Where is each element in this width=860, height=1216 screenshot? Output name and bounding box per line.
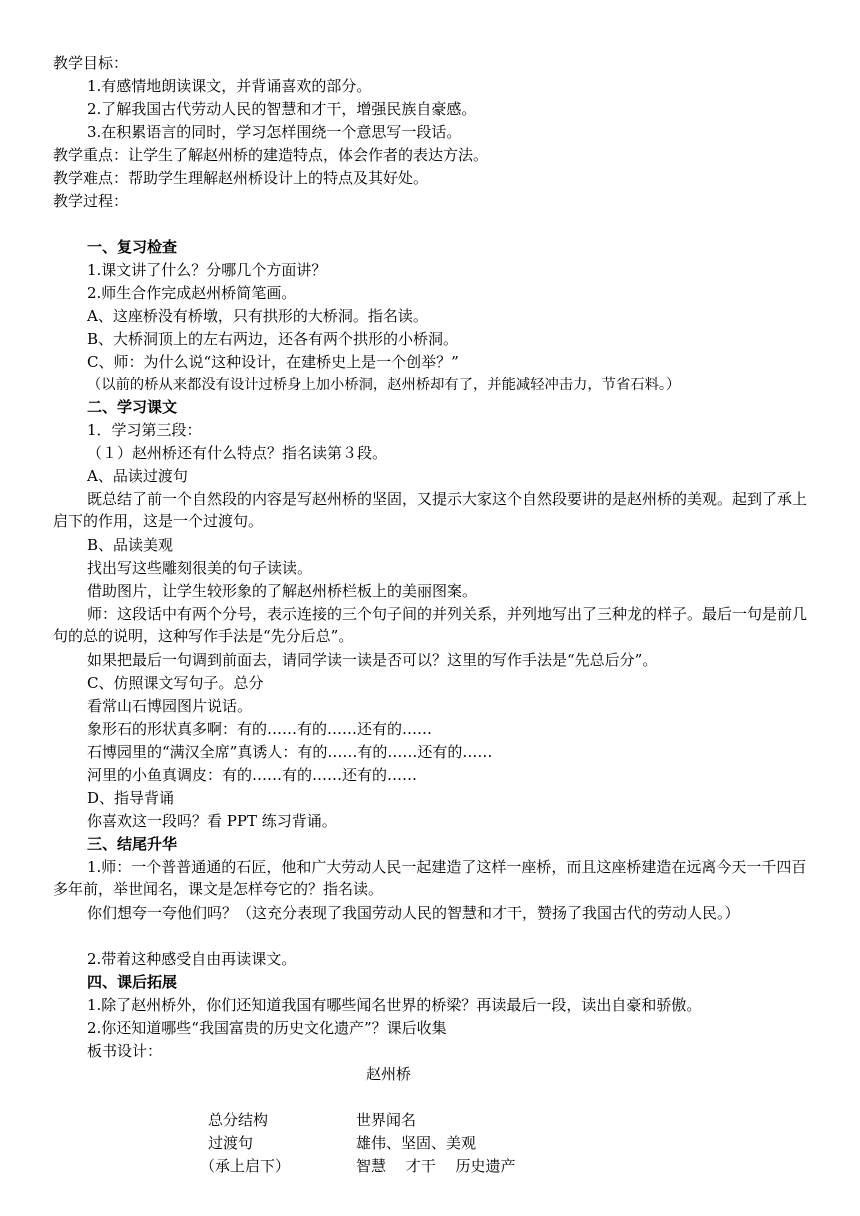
s1-line-4: B、大桥洞顶上的左右两边，还各有两个拱形的小桥洞。 xyxy=(87,330,459,348)
s2-c-line-3: 石博园里的“满汉全席”真诱人：有的……有的……还有的…… xyxy=(87,743,493,761)
s3-paragraph-2: 你们想夸一夸他们吗？（这充分表现了我国劳动人民的智慧和才干，赞扬了我国古代的劳动人民。） xyxy=(87,904,740,922)
difficulty: 教学难点：帮助学生理解赵州桥设计上的特点及其好处。 xyxy=(53,169,429,187)
s2-b-line-1: 找出写这些雕刻很美的句子读读。 xyxy=(87,559,313,577)
s1-line-3: A、这座桥没有桥墩，只有拱形的大桥洞。指名读。 xyxy=(87,307,428,325)
s2-c-line-1: 看常山石博园图片说话。 xyxy=(87,697,253,715)
board-right-2: 雄伟、坚固、美观 xyxy=(356,1134,477,1152)
s2-c-line-4: 河里的小鱼真调皮：有的……有的……还有的…… xyxy=(87,766,418,784)
board-left-3: （承上启下） xyxy=(200,1157,291,1175)
key-point: 教学重点：让学生了解赵州桥的建造特点，体会作者的表达方法。 xyxy=(53,146,489,164)
s2-d-title: D、指导背诵 xyxy=(87,789,175,807)
objective-2: 2.了解我国古代劳动人民的智慧和才干，增强民族自豪感。 xyxy=(87,100,477,118)
s2-b-line-2: 借助图片，让学生较形象的了解赵州桥栏板上的美丽图案。 xyxy=(87,582,478,600)
objectives-title: 教学目标： xyxy=(53,54,129,72)
s2-a-paragraph: 既总结了前一个自然段的内容是写赵州桥的坚固，又提示大家这个自然段要讲的是赵州桥的美观。起到了承上启下的作用，这是一个过渡句。 xyxy=(53,490,808,530)
s2-b-paragraph: 师：这段话中有两个分号，表示连接的三个句子间的并列关系，并列地写出了三种龙的样子。最后一句是前几句的总的说明，这种写作手法是“先分后总”。 xyxy=(53,605,808,645)
board-design-label: 板书设计： xyxy=(87,1042,163,1060)
s2-c-title: C、仿照课文写句子。总分 xyxy=(87,674,264,692)
s1-line-5: C、师：为什么说“这种设计，在建桥史上是一个创举？” xyxy=(87,353,459,371)
s3-paragraph-1: 1.师：一个普普通通的石匠，他和广大劳动人民一起建造了这样一座桥，而且这座桥建造在远离今天一千四百多年前，举世闻名，课文是怎样夸它的？指名读。 xyxy=(53,858,807,898)
section-2-heading: 二、学习课文 xyxy=(87,398,178,416)
section-1-heading: 一、复习检查 xyxy=(87,238,178,256)
s1-line-2: 2.师生合作完成赵州桥简笔画。 xyxy=(87,284,297,302)
s4-line-1: 1.除了赵州桥外，你们还知道我国有哪些闻名世界的桥梁？再读最后一段，读出自豪和骄傲。 xyxy=(87,996,702,1014)
s2-a-title: A、品读过渡句 xyxy=(87,467,188,485)
section-4-heading: 四、课后拓展 xyxy=(87,973,178,991)
s1-line-6: （以前的桥从来都没有设计过桥身上加小桥洞，赵州桥却有了，并能减轻冲击力，节省石料。） xyxy=(87,377,681,393)
s2-b-line-3: 如果把最后一句调到前面去，请同学读一读是否可以？这里的写作手法是“先总后分”。 xyxy=(87,651,658,669)
s2-sub-1: 1．学习第三段： xyxy=(87,421,202,439)
section-3-heading: 三、结尾升华 xyxy=(87,835,178,853)
process-title: 教学过程： xyxy=(53,192,129,210)
objective-1: 1.有感情地朗读课文，并背诵喜欢的部分。 xyxy=(87,77,372,95)
s3-line-3: 2.带着这种感受自由再读课文。 xyxy=(87,950,297,968)
board-left-1: 总分结构 xyxy=(208,1111,269,1129)
s1-line-1: 1.课文讲了什么？分哪几个方面讲？ xyxy=(87,261,327,279)
board-right-3: 智慧 才干 历史遗产 xyxy=(356,1157,516,1175)
board-left-2: 过渡句 xyxy=(208,1134,254,1152)
board-title: 赵州桥 xyxy=(366,1065,412,1083)
s2-d-line: 你喜欢这一段吗？看 PPT 练习背诵。 xyxy=(87,812,337,830)
objective-3: 3.在积累语言的同时，学习怎样围绕一个意思写一段话。 xyxy=(87,123,462,141)
s2-c-line-2: 象形石的形状真多啊：有的……有的……还有的…… xyxy=(87,720,433,738)
s4-line-2: 2.你还知道哪些“我国富贵的历史文化遗产”？课后收集 xyxy=(87,1019,447,1037)
board-right-1: 世界闻名 xyxy=(356,1111,417,1129)
s2-sub-2: （１）赵州桥还有什么特点？指名读第３段。 xyxy=(87,444,388,462)
s2-b-title: B、品读美观 xyxy=(87,536,174,554)
